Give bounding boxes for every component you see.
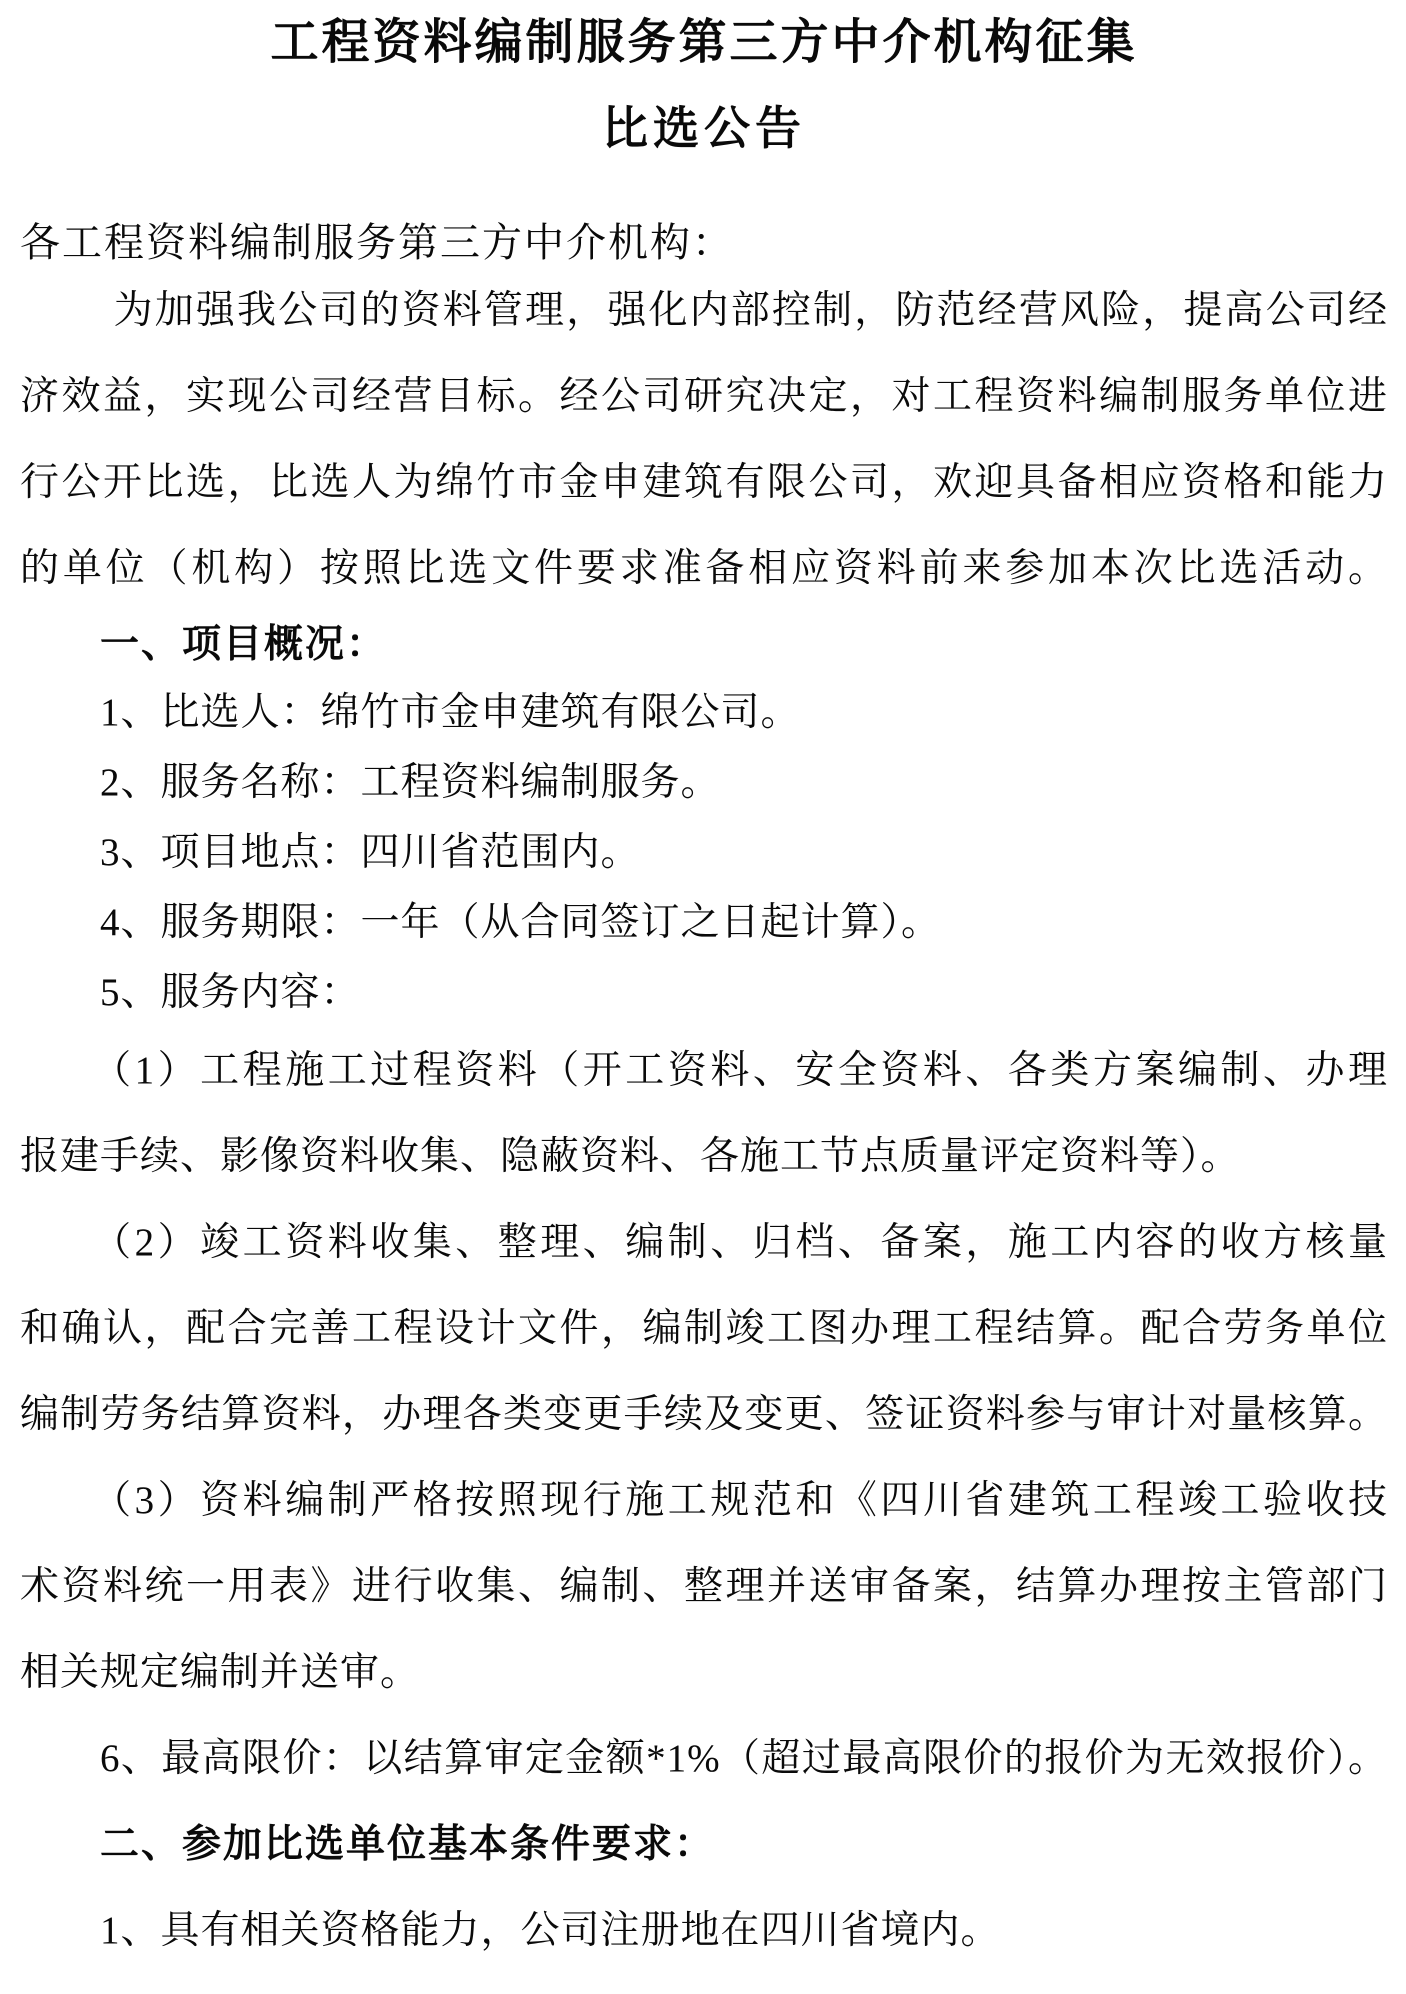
service-content-paragraph-3 bbox=[20, 1458, 1388, 1716]
service-content-paragraph-2 bbox=[20, 1200, 1388, 1458]
list-item: 3、项目地点：四川省范围内。 bbox=[99, 831, 641, 874]
subparagraph-line: 编制劳务结算资料，办理各类变更手续及变更、签证资料参与审计对量核算。 bbox=[20, 1393, 1388, 1436]
subparagraph-line: 报建手续、影像资料收集、隐蔽资料、各施工节点质量评定资料等）。 bbox=[20, 1135, 1241, 1178]
service-content-paragraph-1 bbox=[20, 1028, 1388, 1200]
intro-line: 济效益，实现公司经营目标。经公司研究决定，对工程资料编制服务单位进 bbox=[20, 375, 1388, 418]
list-item: 2、服务名称：工程资料编制服务。 bbox=[99, 761, 721, 804]
list-item: 5、服务内容： bbox=[99, 971, 361, 1014]
list-item: 4、服务期限：一年（从合同签订之日起计算）。 bbox=[99, 901, 941, 944]
subparagraph-line: 术资料统一用表》进行收集、编制、整理并送审备案，结算办理按主管部门 bbox=[20, 1565, 1388, 1608]
section1-item-list bbox=[20, 678, 1388, 1028]
intro-line: 的单位（机构）按照比选文件要求准备相应资料前来参加本次比选活动。 bbox=[20, 547, 1388, 590]
subparagraph-line: （2）竣工资料收集、整理、编制、归档、备案，施工内容的收方核量 bbox=[92, 1221, 1388, 1264]
document-subtitle: 比选公告 bbox=[602, 103, 806, 154]
intro-line: 行公开比选，比选人为绵竹市金申建筑有限公司，欢迎具备相应资格和能力 bbox=[20, 461, 1388, 504]
section2-heading: 二、参加比选单位基本条件要求： bbox=[99, 1823, 715, 1866]
section1-heading: 一、项目概况： bbox=[99, 623, 387, 666]
intro-line: 为加强我公司的资料管理，强化内部控制，防范经营风险，提高公司经 bbox=[113, 289, 1388, 332]
list-item: 1、比选人：绵竹市金申建筑有限公司。 bbox=[99, 691, 801, 734]
list-item-max-price: 6、最高限价：以结算审定金额*1%（超过最高限价的报价为无效报价）。 bbox=[99, 1737, 1388, 1780]
intro-paragraph bbox=[20, 268, 1388, 612]
list-item: 1、具有相关资格能力，公司注册地在四川省境内。 bbox=[99, 1909, 1001, 1952]
subparagraph-line: （3）资料编制严格按照现行施工规范和《四川省建筑工程竣工验收技 bbox=[92, 1479, 1388, 1522]
salutation: 各工程资料编制服务第三方中介机构： bbox=[20, 220, 734, 265]
section2-item-list bbox=[20, 1888, 1388, 1974]
subparagraph-line: （1）工程施工过程资料（开工资料、安全资料、各类方案编制、办理 bbox=[92, 1049, 1388, 1092]
subparagraph-line: 相关规定编制并送审。 bbox=[20, 1651, 421, 1694]
document-title: 工程资料编制服务第三方中介机构征集 bbox=[270, 16, 1138, 69]
subparagraph-line: 和确认，配合完善工程设计文件，编制竣工图办理工程结算。配合劳务单位 bbox=[20, 1307, 1388, 1350]
